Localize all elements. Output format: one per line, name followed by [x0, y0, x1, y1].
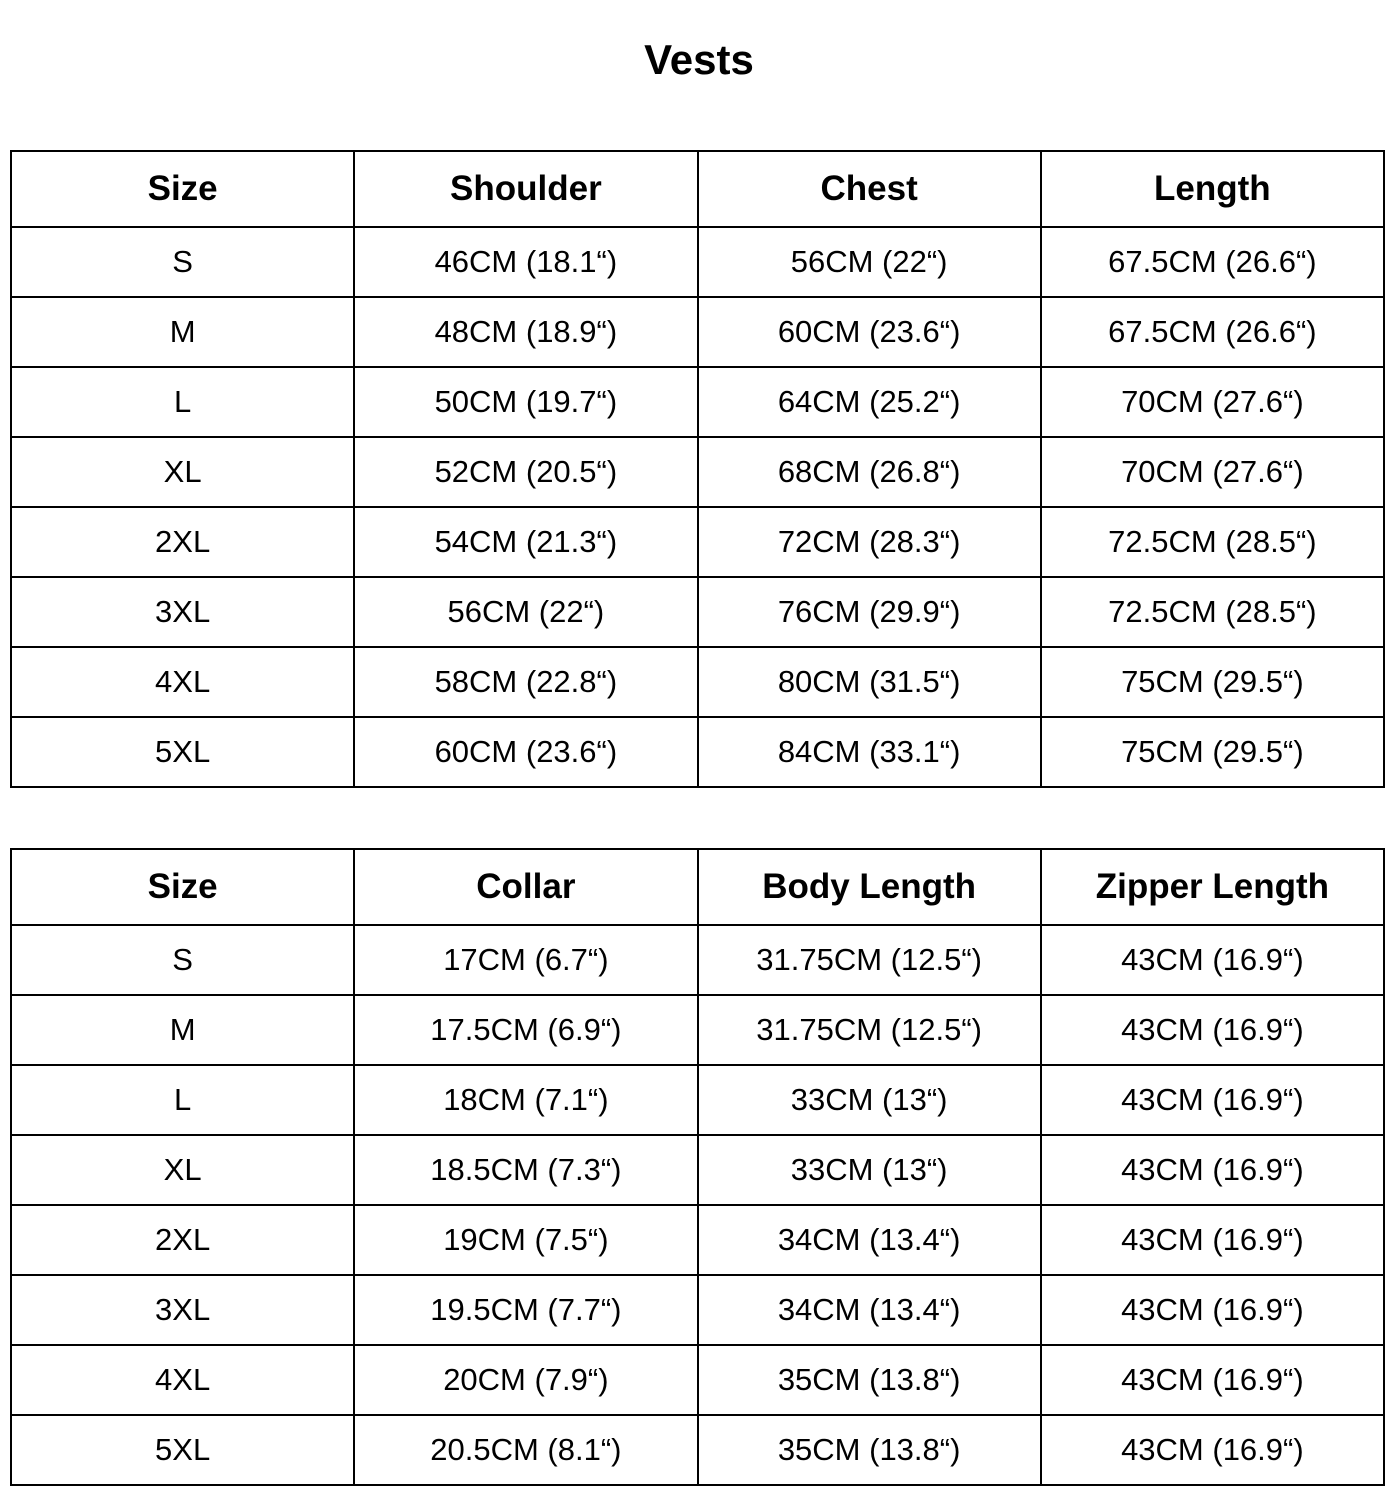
table-row	[11, 1065, 1384, 1135]
size-cell: S	[11, 227, 354, 297]
measurement-cell: 72CM (28.3“)	[698, 507, 1041, 577]
measurement-cell: 56CM (22“)	[698, 227, 1041, 297]
size-table-measurements	[10, 150, 1385, 788]
size-cell: 5XL	[11, 1415, 354, 1485]
size-cell: 4XL	[11, 1345, 354, 1415]
measurement-cell: 56CM (22“)	[354, 577, 697, 647]
measurement-cell: 43CM (16.9“)	[1041, 1135, 1384, 1205]
table-row	[11, 507, 1384, 577]
column-header: Shoulder	[354, 151, 697, 227]
measurement-cell: 72.5CM (28.5“)	[1041, 507, 1384, 577]
size-table-details	[10, 848, 1385, 1486]
size-cell: 5XL	[11, 717, 354, 787]
measurement-cell: 68CM (26.8“)	[698, 437, 1041, 507]
size-cell: M	[11, 995, 354, 1065]
table-row	[11, 577, 1384, 647]
measurement-cell: 70CM (27.6“)	[1041, 437, 1384, 507]
measurement-cell: 17.5CM (6.9“)	[354, 995, 697, 1065]
measurement-cell: 54CM (21.3“)	[354, 507, 697, 577]
table-body	[11, 925, 1384, 1485]
measurement-cell: 31.75CM (12.5“)	[698, 995, 1041, 1065]
measurement-cell: 34CM (13.4“)	[698, 1205, 1041, 1275]
size-cell: M	[11, 297, 354, 367]
measurement-cell: 50CM (19.7“)	[354, 367, 697, 437]
table-row	[11, 1345, 1384, 1415]
table-row	[11, 1135, 1384, 1205]
measurement-cell: 43CM (16.9“)	[1041, 1205, 1384, 1275]
measurement-cell: 34CM (13.4“)	[698, 1275, 1041, 1345]
table-row	[11, 297, 1384, 367]
column-header: Size	[11, 849, 354, 925]
size-cell: XL	[11, 1135, 354, 1205]
table-row	[11, 1415, 1384, 1485]
measurement-cell: 43CM (16.9“)	[1041, 995, 1384, 1065]
size-cell: 3XL	[11, 1275, 354, 1345]
measurement-cell: 43CM (16.9“)	[1041, 1275, 1384, 1345]
column-header: Zipper Length	[1041, 849, 1384, 925]
measurement-cell: 43CM (16.9“)	[1041, 1345, 1384, 1415]
size-cell: L	[11, 367, 354, 437]
measurement-cell: 72.5CM (28.5“)	[1041, 577, 1384, 647]
measurement-cell: 75CM (29.5“)	[1041, 717, 1384, 787]
measurement-cell: 46CM (18.1“)	[354, 227, 697, 297]
size-cell: 3XL	[11, 577, 354, 647]
measurement-cell: 19CM (7.5“)	[354, 1205, 697, 1275]
table-row	[11, 995, 1384, 1065]
table-row	[11, 367, 1384, 437]
measurement-cell: 76CM (29.9“)	[698, 577, 1041, 647]
measurement-cell: 35CM (13.8“)	[698, 1345, 1041, 1415]
column-header: Chest	[698, 151, 1041, 227]
measurement-cell: 67.5CM (26.6“)	[1041, 227, 1384, 297]
column-header: Body Length	[698, 849, 1041, 925]
table-row	[11, 925, 1384, 995]
table-row	[11, 227, 1384, 297]
measurement-cell: 20.5CM (8.1“)	[354, 1415, 697, 1485]
table-header-row	[11, 849, 1384, 925]
measurement-cell: 67.5CM (26.6“)	[1041, 297, 1384, 367]
measurement-cell: 80CM (31.5“)	[698, 647, 1041, 717]
table-row	[11, 1275, 1384, 1345]
table-header-row	[11, 151, 1384, 227]
table-row	[11, 717, 1384, 787]
column-header: Size	[11, 151, 354, 227]
size-cell: S	[11, 925, 354, 995]
measurement-cell: 33CM (13“)	[698, 1135, 1041, 1205]
measurement-cell: 43CM (16.9“)	[1041, 925, 1384, 995]
size-cell: 4XL	[11, 647, 354, 717]
measurement-cell: 19.5CM (7.7“)	[354, 1275, 697, 1345]
measurement-cell: 33CM (13“)	[698, 1065, 1041, 1135]
measurement-cell: 64CM (25.2“)	[698, 367, 1041, 437]
column-header: Collar	[354, 849, 697, 925]
table-row	[11, 437, 1384, 507]
measurement-cell: 20CM (7.9“)	[354, 1345, 697, 1415]
measurement-cell: 43CM (16.9“)	[1041, 1065, 1384, 1135]
page-title: Vests	[644, 36, 754, 83]
size-cell: 2XL	[11, 1205, 354, 1275]
measurement-cell: 60CM (23.6“)	[354, 717, 697, 787]
table-row	[11, 647, 1384, 717]
table-row	[11, 1205, 1384, 1275]
measurement-cell: 35CM (13.8“)	[698, 1415, 1041, 1485]
table-body	[11, 227, 1384, 787]
measurement-cell: 17CM (6.7“)	[354, 925, 697, 995]
measurement-cell: 18CM (7.1“)	[354, 1065, 697, 1135]
column-header: Length	[1041, 151, 1384, 227]
measurement-cell: 70CM (27.6“)	[1041, 367, 1384, 437]
size-cell: 2XL	[11, 507, 354, 577]
measurement-cell: 48CM (18.9“)	[354, 297, 697, 367]
measurement-cell: 31.75CM (12.5“)	[698, 925, 1041, 995]
measurement-cell: 52CM (20.5“)	[354, 437, 697, 507]
measurement-cell: 60CM (23.6“)	[698, 297, 1041, 367]
size-cell: L	[11, 1065, 354, 1135]
size-cell: XL	[11, 437, 354, 507]
measurement-cell: 18.5CM (7.3“)	[354, 1135, 697, 1205]
measurement-cell: 43CM (16.9“)	[1041, 1415, 1384, 1485]
measurement-cell: 84CM (33.1“)	[698, 717, 1041, 787]
measurement-cell: 75CM (29.5“)	[1041, 647, 1384, 717]
measurement-cell: 58CM (22.8“)	[354, 647, 697, 717]
